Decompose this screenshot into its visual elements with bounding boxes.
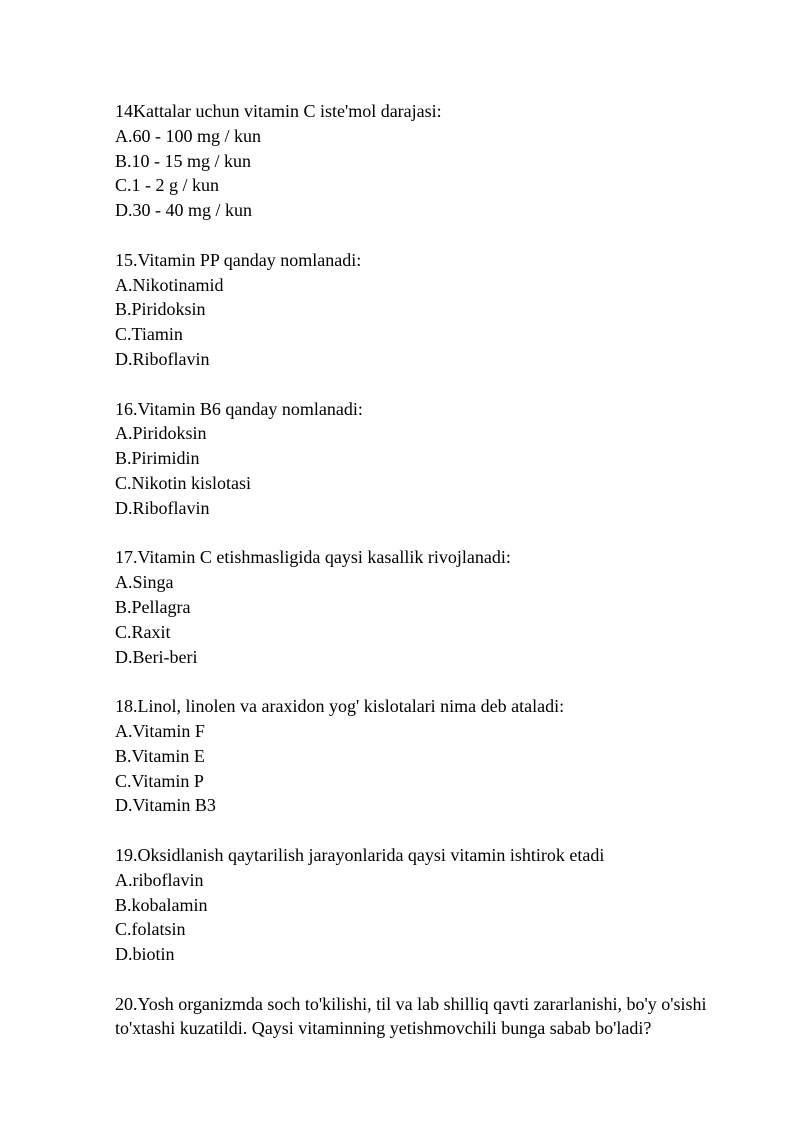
answer-option: D.biotin: [115, 944, 175, 965]
answer-option: C.Vitamin P: [115, 770, 204, 791]
question-block: [115, 992, 755, 1042]
answer-option: A.Vitamin F: [115, 720, 205, 741]
question-block: [115, 545, 755, 669]
answer-option: D.Riboflavin: [115, 497, 210, 518]
answer-option: C.Tiamin: [115, 324, 183, 345]
question-text: 16.Vitamin B6 qanday nomlanadi:: [115, 398, 363, 419]
question-text: 18.Linol, linolen va araxidon yog' kislotalari nima deb ataladi:: [115, 696, 565, 717]
question-block: [115, 694, 755, 818]
answer-option: B.Pellagra: [115, 596, 191, 617]
answer-option: B.kobalamin: [115, 894, 208, 915]
question-text: 14Kattalar uchun vitamin C iste'mol darajasi:: [115, 101, 442, 121]
answer-option: D.Beri-beri: [115, 646, 198, 667]
question-block: [115, 99, 755, 223]
answer-option: C.Nikotin kislotasi: [115, 472, 252, 493]
answer-option: D.30 - 40 mg / kun: [115, 200, 252, 221]
answer-option: A.Piridoksin: [115, 423, 207, 444]
answer-option: C.1 - 2 g / kun: [115, 175, 220, 196]
question-text: 17.Vitamin C etishmasligida qaysi kasallik rivojlanadi:: [115, 547, 511, 568]
answer-option: B.Piridoksin: [115, 299, 206, 320]
answer-option: A.Singa: [115, 572, 174, 593]
question-block: [115, 843, 755, 967]
question-text: 15.Vitamin PP qanday nomlanadi:: [115, 249, 362, 270]
answer-option: A.60 - 100 mg / kun: [115, 125, 261, 146]
answer-option: B.Vitamin E: [115, 745, 205, 766]
answer-option: B.10 - 15 mg / kun: [115, 150, 252, 171]
answer-option: D.Vitamin B3: [115, 795, 216, 816]
answer-option: D.Riboflavin: [115, 348, 210, 369]
question-text: 20.Yosh organizmda soch to'kilishi, til va lab shilliq qavti zararlanishi, bo'y o'sishi to'xtashi kuzatildi. Qaysi vitaminning yetishmovchili bunga sabab bo'ladi?: [115, 993, 707, 1039]
document-page: [115, 99, 755, 1066]
answer-option: B.Pirimidin: [115, 448, 200, 469]
question-block: [115, 248, 755, 372]
answer-option: C.Raxit: [115, 621, 171, 642]
answer-option: C.folatsin: [115, 919, 186, 940]
question-text: 19.Oksidlanish qaytarilish jarayonlarida qaysi vitamin ishtirok etadi: [115, 844, 605, 865]
answer-option: A.Nikotinamid: [115, 274, 224, 295]
question-block: [115, 397, 755, 521]
answer-option: A.riboflavin: [115, 869, 204, 890]
